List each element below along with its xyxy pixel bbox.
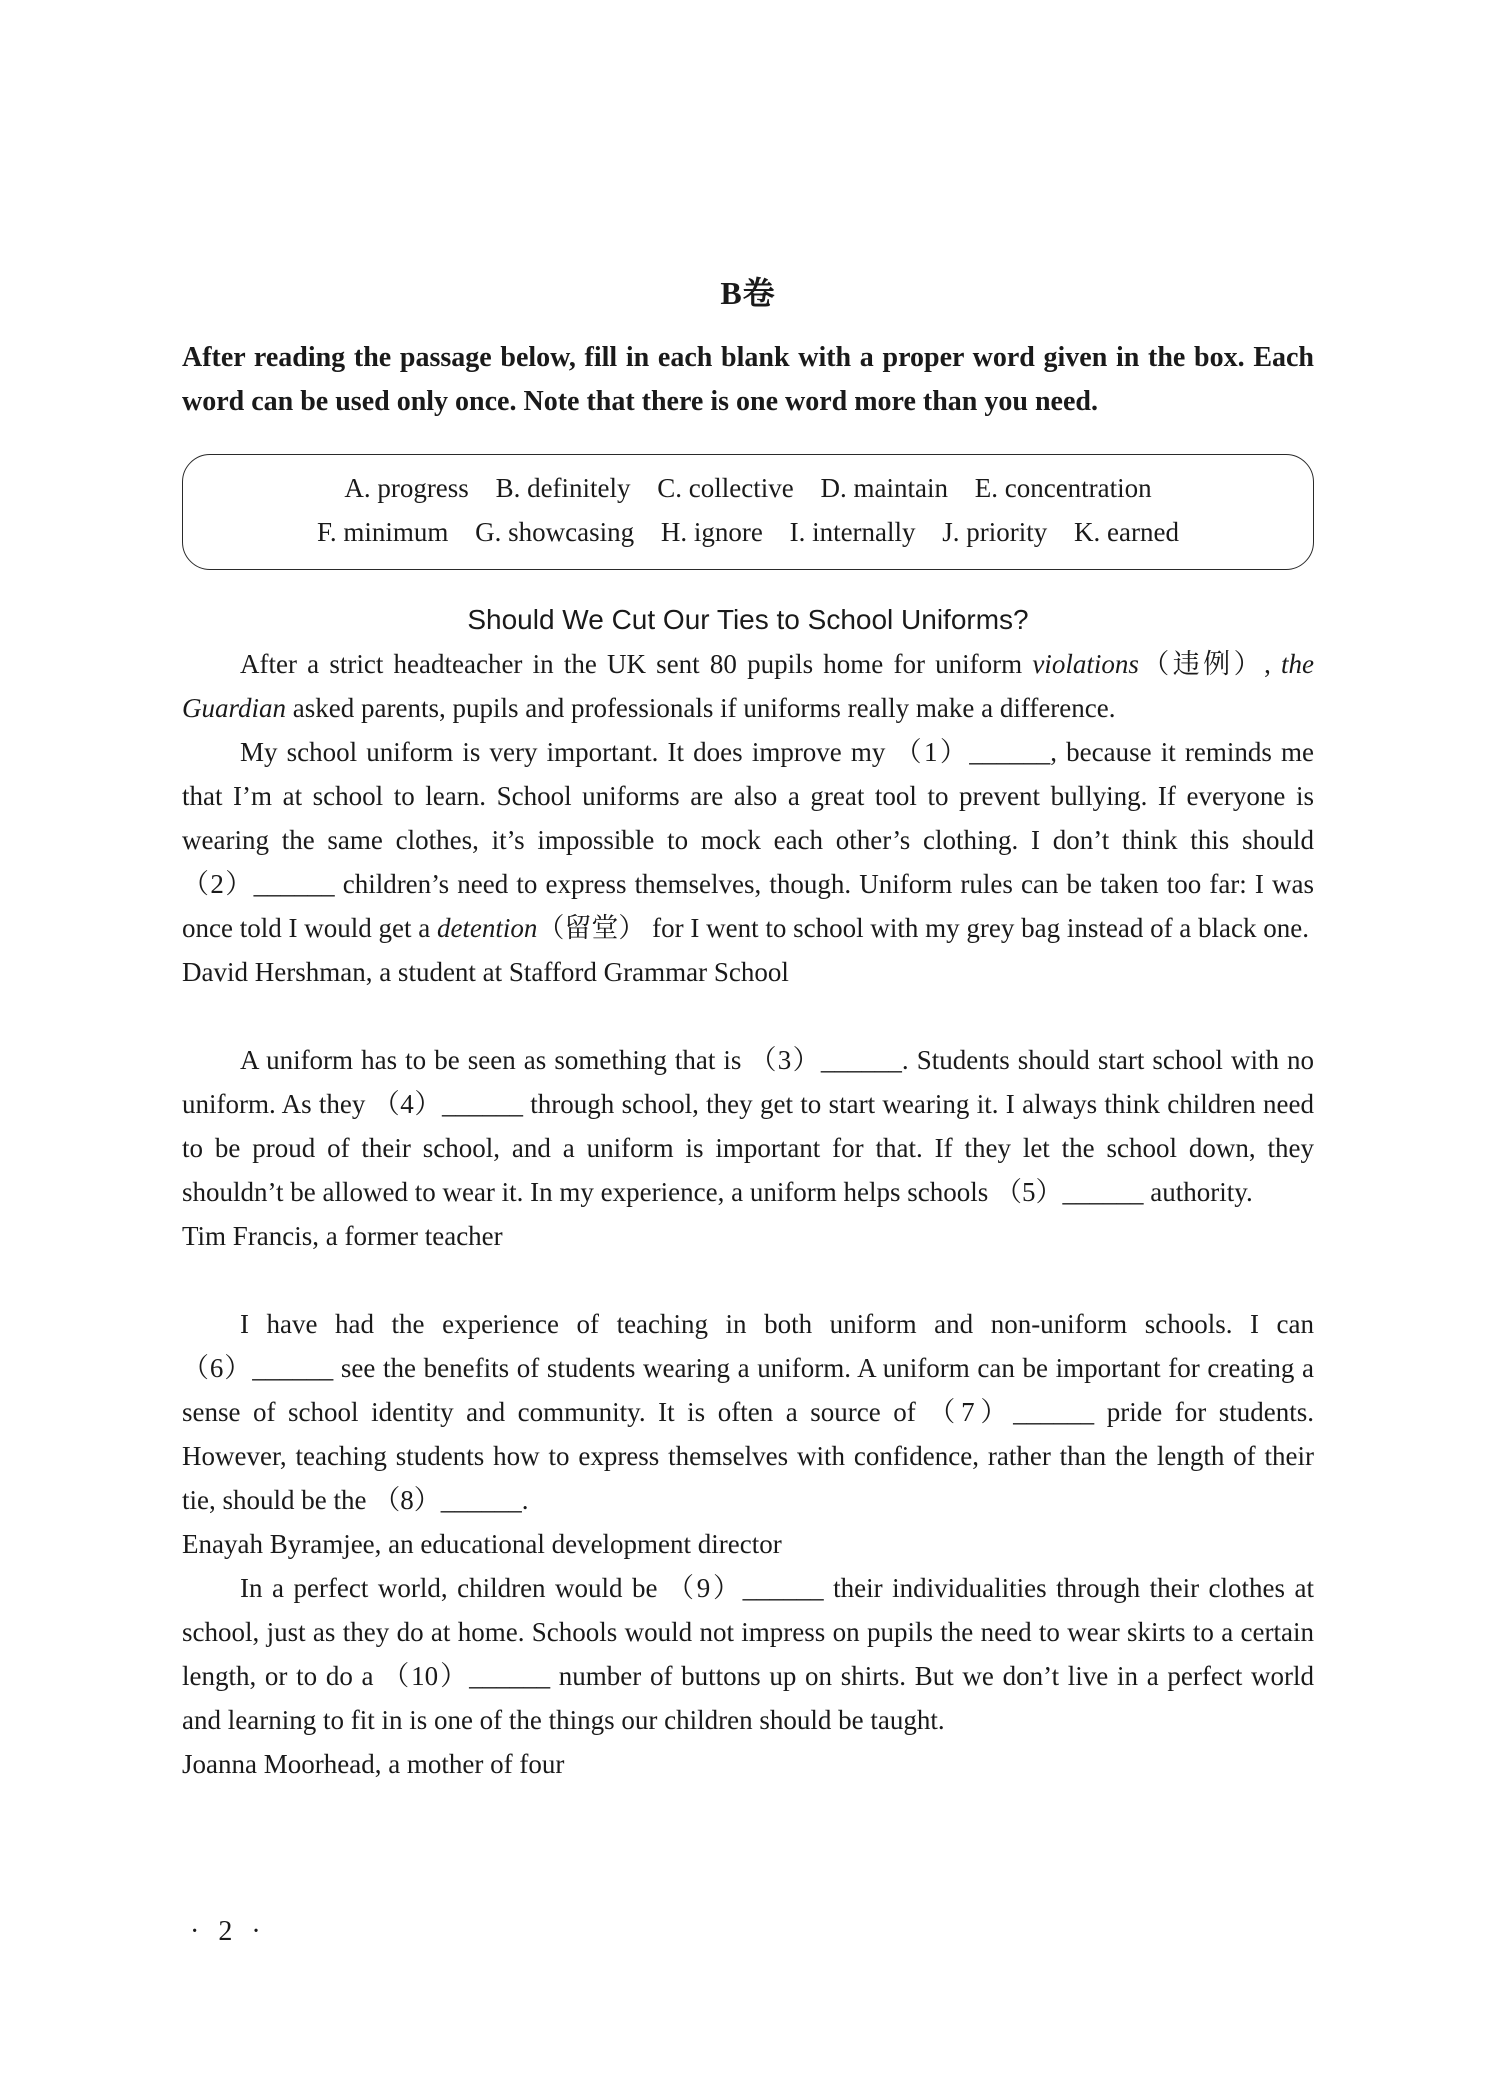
intro-text: , [1264, 649, 1282, 679]
term-detention: detention [436, 913, 538, 943]
para-text: My school uniform is very important. It does improve my [240, 737, 895, 767]
paragraph [182, 730, 1314, 950]
para-text: . Students should start school with no uniform. As they [182, 1045, 1315, 1119]
intro-paragraph [182, 642, 1314, 730]
intro-term-violations-cn: （违例） [1138, 649, 1265, 679]
para-text: through school, they get to start wearing it. I always think children need to be proud of their school, and a uniform is important for that. If they let the school down, they shouldn’t be allowed to wear it. In my experience, a uniform helps schools [182, 1089, 1314, 1207]
instructions: After reading the passage below, fill in each blank with a proper word given in the box. Each word can be used only once. Note that there is one word more than you need. [182, 342, 1314, 417]
blank-3[interactable]: （3）______ [749, 1045, 902, 1075]
blank-5[interactable]: （5）______ [995, 1177, 1144, 1207]
word-option: F. minimum [316, 517, 449, 547]
word-option: C. collective [657, 473, 794, 503]
blank-4[interactable]: （4）______ [372, 1089, 523, 1119]
term-detention-cn: （留堂） [537, 913, 646, 943]
word-option: H. ignore [660, 517, 763, 547]
passage-para-1 [182, 730, 1314, 994]
para-text: their individualities through their clothes at school, just as they do at home. Schools would not impress on pupils the need to wear skirts to a certain length, or to do a [182, 1573, 1314, 1691]
blank-7[interactable]: （7）______ [928, 1397, 1095, 1427]
paragraph [182, 1566, 1314, 1742]
blank-1[interactable]: （1）______ [894, 737, 1051, 767]
blank-9[interactable]: （9）______ [666, 1573, 824, 1603]
paragraph [182, 1038, 1314, 1214]
para-text: , because it reminds me that I’m at school to learn. School uniforms are also a great tool to prevent bullying. If everyone is wearing the same clothes, it’s impossible to mock each other’s clothing. I don’t think this should [182, 737, 1315, 855]
word-box [182, 454, 1314, 570]
signature: David Hershman, a student at Stafford Grammar School [182, 957, 789, 987]
para-text: I have had the experience of teaching in both uniform and non-uniform schools. I can [240, 1309, 1314, 1339]
para-text: . [521, 1485, 529, 1515]
intro-text: asked parents, pupils and professionals if uniforms really make a difference. [286, 693, 1116, 723]
intro-source-guardian: the Guardian [182, 649, 1315, 723]
signature: Enayah Byramjee, an educational development director [182, 1529, 782, 1559]
passage-intro [182, 642, 1314, 730]
word-box-row-2 [183, 517, 1313, 548]
word-option: B. definitely [495, 473, 631, 503]
page-number: · 2 · [190, 1916, 267, 1947]
intro-text: After a strict headteacher in the UK sent 80 pupils home for uniform [240, 649, 1033, 679]
intro-term-violations: violations [1032, 649, 1139, 679]
blank-2[interactable]: （2）______ [182, 869, 335, 899]
signature: Tim Francis, a former teacher [182, 1221, 503, 1251]
word-box-row-1 [183, 473, 1313, 504]
blank-10[interactable]: （10）______ [382, 1661, 551, 1691]
para-text: see the benefits of students wearing a uniform. A uniform can be important for creating a sense of school identity and community. It is often a source of [182, 1353, 1315, 1427]
passage-para-4 [182, 1566, 1314, 1786]
para-text: number of buttons up on shirts. But we don’t live in a perfect world and learning to fit in is one of the things our children should be taught. [182, 1661, 1315, 1735]
word-option: E. concentration [974, 473, 1152, 503]
section-title: B卷 [720, 275, 776, 311]
passage-para-2 [182, 1038, 1314, 1258]
blank-6[interactable]: （6）______ [182, 1353, 334, 1383]
para-text: A uniform has to be seen as something that is [240, 1045, 750, 1075]
para-text: children’s need to express themselves, though. Uniform rules can be taken too far: I was once told I would get a [182, 869, 1314, 943]
word-option: J. priority [942, 517, 1048, 547]
para-text: In a perfect world, children would be [240, 1573, 667, 1603]
word-option: A. progress [344, 473, 469, 503]
paragraph [182, 1302, 1314, 1522]
para-text: authority. [1143, 1177, 1253, 1207]
signature: Joanna Moorhead, a mother of four [182, 1749, 565, 1779]
word-option: K. earned [1074, 517, 1179, 547]
para-text: for I went to school with my grey bag instead of a black one. [645, 913, 1309, 943]
passage-para-3 [182, 1302, 1314, 1566]
word-option: I. internally [789, 517, 916, 547]
word-option: D. maintain [820, 473, 948, 503]
passage-title: Should We Cut Our Ties to School Uniforms? [467, 604, 1029, 635]
para-text: pride for students. However, teaching students how to express themselves with confidence, rather than the length of their tie, should be the [182, 1397, 1314, 1515]
blank-8[interactable]: （8）______ [373, 1485, 522, 1515]
word-option: G. showcasing [475, 517, 635, 547]
